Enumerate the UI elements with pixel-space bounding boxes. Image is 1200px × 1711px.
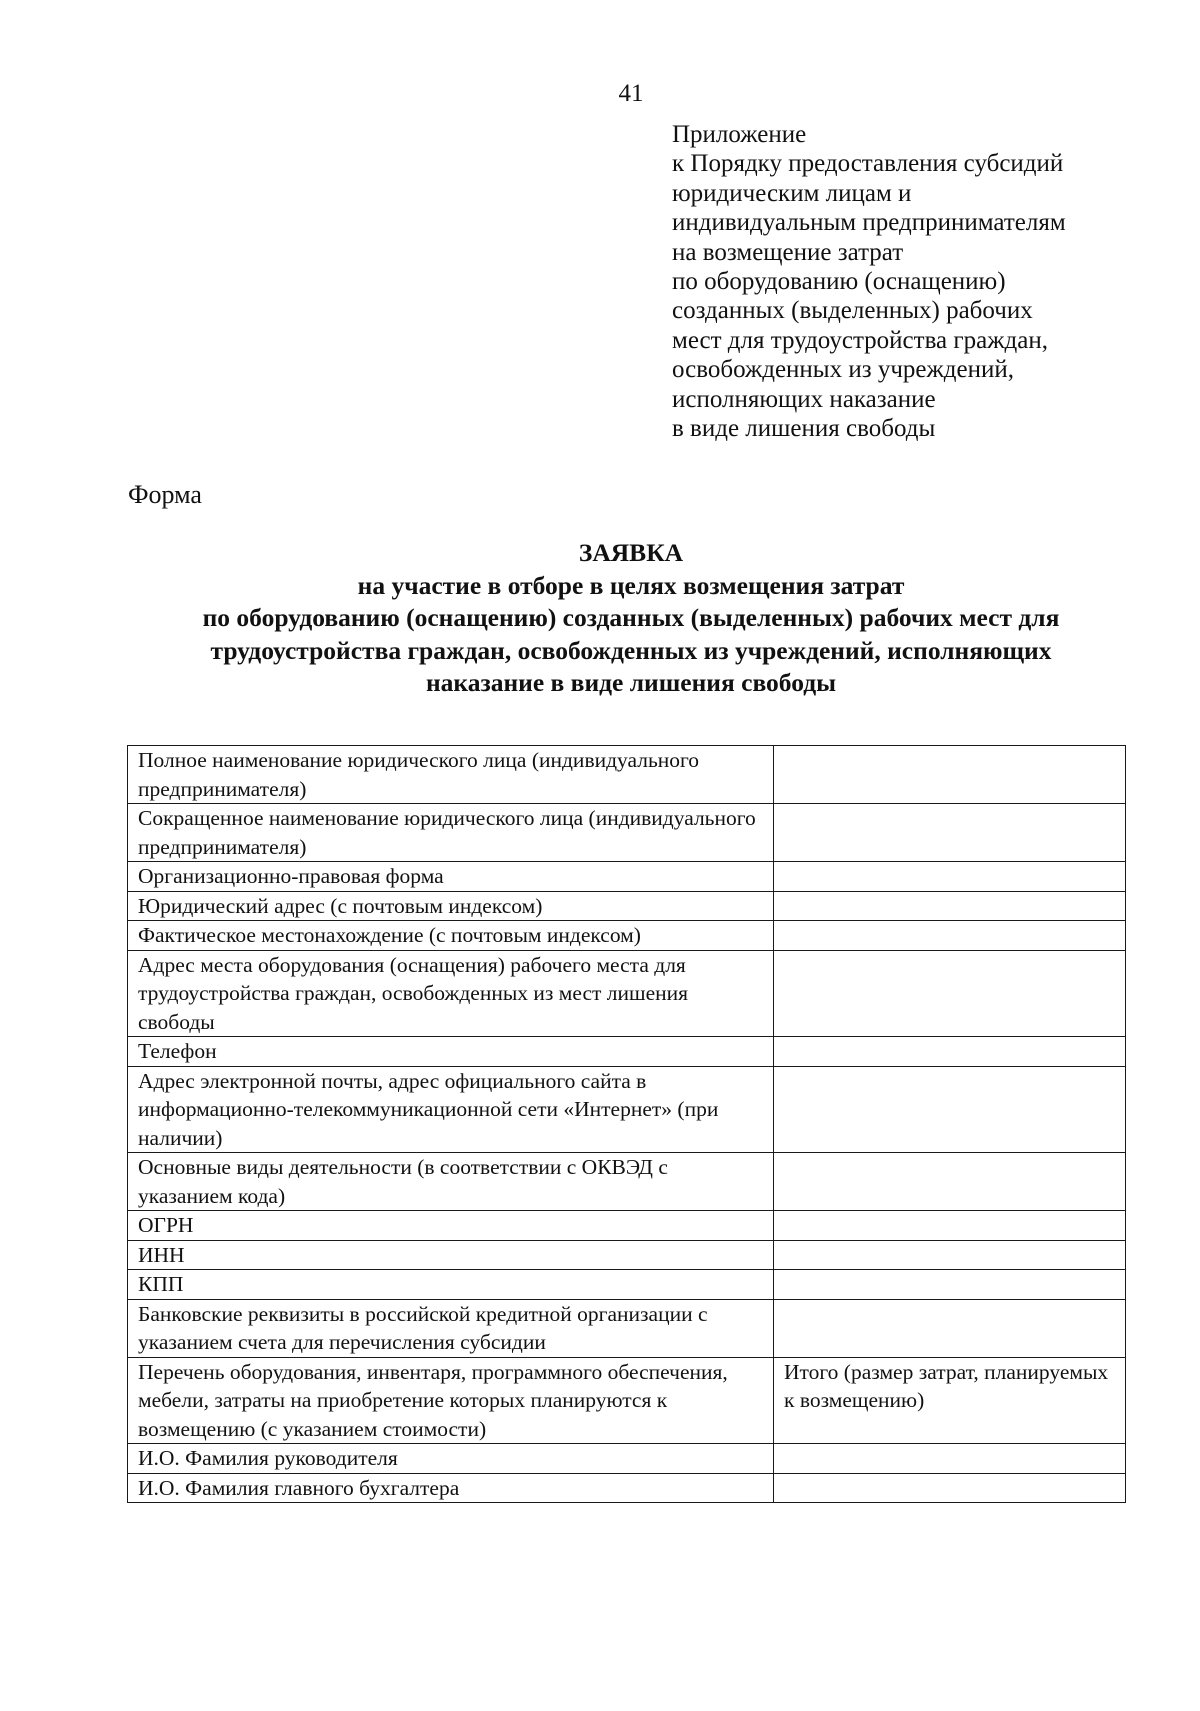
row-label: Перечень оборудования, инвентаря, программного обеспечения, мебели, затраты на приобретение которых планируются к возмещению (с указанием стоимости): [128, 1357, 774, 1444]
table-row: [128, 1240, 1126, 1270]
row-value[interactable]: [774, 1270, 1126, 1300]
row-label: И.О. Фамилия главного бухгалтера: [128, 1473, 774, 1503]
table-row: [128, 746, 1126, 804]
table-row: [128, 1153, 1126, 1211]
row-value[interactable]: [774, 1153, 1126, 1211]
table-row: [128, 1299, 1126, 1357]
row-value[interactable]: [774, 1444, 1126, 1474]
appendix-line: индивидуальным предпринимателям: [672, 209, 1066, 237]
title-line: на участие в отборе в целях возмещения затрат: [357, 570, 905, 600]
table-row: [128, 950, 1126, 1037]
row-value[interactable]: [774, 891, 1126, 921]
row-label: И.О. Фамилия руководителя: [128, 1444, 774, 1474]
appendix-line: на возмещение затрат: [672, 238, 904, 266]
table-row: [128, 1473, 1126, 1503]
row-value[interactable]: [774, 862, 1126, 892]
row-label: Телефон: [128, 1037, 774, 1067]
appendix-line: в виде лишения свободы: [672, 415, 936, 443]
appendix-line: по оборудованию (оснащению): [672, 268, 1006, 296]
form-label: Форма: [128, 480, 202, 509]
row-label: Сокращенное наименование юридического лица (индивидуального предпринимателя): [128, 804, 774, 862]
row-label: Адрес электронной почты, адрес официального сайта в информационно-телекоммуникационной сети «Интернет» (при наличии): [128, 1066, 774, 1153]
table-row: [128, 862, 1126, 892]
table-row: [128, 1270, 1126, 1300]
appendix-line: освобожденных из учреждений,: [672, 356, 1014, 384]
row-label: Фактическое местонахождение (с почтовым индексом): [128, 921, 774, 951]
row-value[interactable]: [774, 804, 1126, 862]
appendix-line: созданных (выделенных) рабочих: [672, 297, 1033, 325]
row-value[interactable]: Итого (размер затрат, планируемых к возмещению): [774, 1357, 1126, 1444]
appendix-line: исполняющих наказание: [672, 385, 936, 413]
table-row: [128, 1037, 1126, 1067]
table-row: [128, 1066, 1126, 1153]
row-label: Основные виды деятельности (в соответствии с ОКВЭД с указанием кода): [128, 1153, 774, 1211]
row-value[interactable]: [774, 1473, 1126, 1503]
table-row: [128, 891, 1126, 921]
row-value[interactable]: [774, 921, 1126, 951]
row-value[interactable]: [774, 1240, 1126, 1270]
table-row: [128, 804, 1126, 862]
row-value[interactable]: [774, 950, 1126, 1037]
title-line: наказание в виде лишения свободы: [425, 668, 837, 697]
row-value[interactable]: [774, 1066, 1126, 1153]
row-value[interactable]: [774, 1299, 1126, 1357]
appendix-line: к Порядку предоставления субсидий: [672, 150, 1064, 178]
table-row: [128, 1357, 1126, 1444]
row-label: Адрес места оборудования (оснащения) рабочего места для трудоустройства граждан, освобожденных из мест лишения свободы: [128, 950, 774, 1037]
table-row: [128, 921, 1126, 951]
page-number: 41: [618, 80, 644, 107]
table-row: [128, 1444, 1126, 1474]
table-row: [128, 1211, 1126, 1241]
appendix-note: [672, 120, 1172, 443]
row-label: Банковские реквизиты в российской кредитной организации с указанием счета для перечисления субсидии: [128, 1299, 774, 1357]
row-label: Организационно-правовая форма: [128, 862, 774, 892]
row-value[interactable]: [774, 1037, 1126, 1067]
title-line: по оборудованию (оснащению) созданных (выделенных) рабочих мест для: [202, 603, 1060, 632]
row-label: КПП: [128, 1270, 774, 1300]
appendix-line: мест для трудоустройства граждан,: [672, 326, 1048, 354]
title-line: трудоустройства граждан, освобожденных из учреждений, исполняющих: [210, 635, 1052, 665]
row-value[interactable]: [774, 1211, 1126, 1241]
appendix-line: юридическим лицам и: [672, 179, 912, 207]
row-label: Полное наименование юридического лица (индивидуального предпринимателя): [128, 746, 774, 804]
row-label: ОГРН: [128, 1211, 774, 1241]
document-title: [120, 537, 1142, 700]
title-heading: ЗАЯВКА: [578, 538, 684, 567]
row-value[interactable]: [774, 746, 1126, 804]
application-table: [127, 745, 1126, 1503]
row-label: ИНН: [128, 1240, 774, 1270]
appendix-line: Приложение: [672, 121, 807, 148]
row-label: Юридический адрес (с почтовым индексом): [128, 891, 774, 921]
